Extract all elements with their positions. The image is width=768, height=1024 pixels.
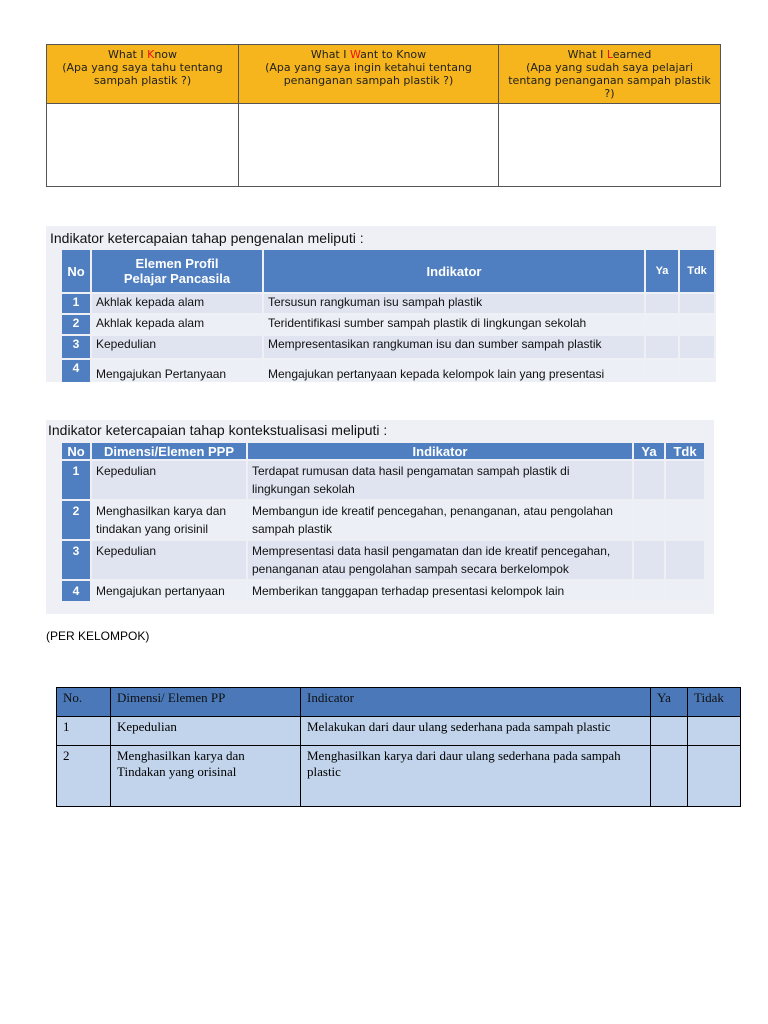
section2-header-row: [62, 443, 704, 459]
row-ya-cell[interactable]: [646, 360, 678, 382]
section2-header-dimensi: Dimensi/Elemen PPP: [92, 443, 246, 459]
section1-table: [60, 248, 716, 384]
section3-header-tidak: Tidak: [688, 688, 741, 717]
table-row: [62, 501, 704, 539]
row-tidak-cell[interactable]: [688, 717, 741, 746]
kwl-want-header: What I Want to Know (Apa yang saya ingin ketahui tentang penanganan sampah plastik ?): [239, 45, 499, 104]
table-row: [62, 294, 714, 313]
row-tdk-cell[interactable]: [680, 294, 714, 313]
row-indikator: Terdapat rumusan data hasil pengamatan sampah plastik di lingkungan sekolah: [248, 461, 632, 499]
kwl-know-cell[interactable]: [47, 104, 239, 187]
row-dimensi: Mengajukan pertanyaan: [92, 581, 246, 601]
section3-header-dimensi: Dimensi/ Elemen PP: [111, 688, 301, 717]
row-tdk-cell[interactable]: [666, 461, 704, 499]
row-ya-cell[interactable]: [634, 461, 664, 499]
table-row: [62, 581, 704, 601]
row-indikator: Mempresentasi data hasil pengamatan dan ide kreatif pencegahan, penanganan atau pengolahan sampah secara berkelompok: [248, 541, 632, 579]
section2-panel: [46, 420, 714, 614]
row-number: 2: [62, 501, 90, 539]
row-ya-cell[interactable]: [646, 336, 678, 358]
table-row: [62, 461, 704, 499]
section2-header-no: No: [62, 443, 90, 459]
row-elemen: Kepedulian: [92, 336, 262, 358]
section1-header-row: [62, 250, 714, 292]
table-row: [62, 360, 714, 382]
row-ya-cell[interactable]: [651, 717, 688, 746]
row-tdk-cell[interactable]: [680, 360, 714, 382]
kwl-answer-row: [47, 104, 721, 187]
section1-heading: Indikator ketercapaian tahap pengenalan meliputi :: [50, 230, 364, 246]
row-number: 1: [62, 461, 90, 499]
section3-header-no: No.: [57, 688, 111, 717]
row-number: 2: [57, 746, 111, 807]
row-dimensi: Menghasilkan karya dan tindakan yang orisinil: [92, 501, 246, 539]
section2-table: [60, 441, 706, 603]
row-elemen: Akhlak kepada alam: [92, 294, 262, 313]
row-number: 3: [62, 541, 90, 579]
row-number: 1: [62, 294, 90, 313]
row-ya-cell[interactable]: [634, 501, 664, 539]
section1-header-indikator: Indikator: [264, 250, 644, 292]
row-number: 3: [62, 336, 90, 358]
row-tdk-cell[interactable]: [666, 541, 704, 579]
row-ya-cell[interactable]: [651, 746, 688, 807]
row-number: 1: [57, 717, 111, 746]
row-tdk-cell[interactable]: [666, 501, 704, 539]
row-elemen: Mengajukan Pertanyaan: [92, 360, 262, 382]
row-ya-cell[interactable]: [634, 581, 664, 601]
row-tidak-cell[interactable]: [688, 746, 741, 807]
kwl-want-question: (Apa yang saya ingin ketahui tentang penanganan sampah plastik ?): [265, 61, 472, 87]
section2-header-ya: Ya: [634, 443, 664, 459]
row-ya-cell[interactable]: [646, 294, 678, 313]
section3-header-row: [57, 688, 741, 717]
kwl-learned-question: (Apa yang sudah saya pelajari tentang penanganan sampah plastik ?): [508, 61, 711, 100]
section3-header-ya: Ya: [651, 688, 688, 717]
row-tdk-cell[interactable]: [680, 336, 714, 358]
section2-header-tdk: Tdk: [666, 443, 704, 459]
row-indikator: Membangun ide kreatif pencegahan, penanganan, atau pengolahan sampah plastik: [248, 501, 632, 539]
section3-header-indicator: Indicator: [301, 688, 651, 717]
section1-header-ya: Ya: [646, 250, 678, 292]
row-indikator: Mengajukan pertanyaan kepada kelompok lain yang presentasi: [264, 360, 644, 382]
kwl-learned-cell[interactable]: [499, 104, 721, 187]
row-indikator: Tersusun rangkuman isu sampah plastik: [264, 294, 644, 313]
row-dimensi: Kepedulian: [92, 541, 246, 579]
row-ya-cell[interactable]: [634, 541, 664, 579]
row-dimensi: Menghasilkan karya dan Tindakan yang orisinal: [111, 746, 301, 807]
row-dimensi: Kepedulian: [92, 461, 246, 499]
section2-header-indikator: Indikator: [248, 443, 632, 459]
row-number: 2: [62, 315, 90, 334]
section1-header-elemen: Elemen Profil Pelajar Pancasila: [92, 250, 262, 292]
row-dimensi: Kepedulian: [111, 717, 301, 746]
table-row: [62, 541, 704, 579]
section3-table: [56, 687, 741, 807]
row-ya-cell[interactable]: [646, 315, 678, 334]
row-tdk-cell[interactable]: [680, 315, 714, 334]
table-row: [57, 746, 741, 807]
row-indikator: Teridentifikasi sumber sampah plastik di lingkungan sekolah: [264, 315, 644, 334]
section1-header-no: No: [62, 250, 90, 292]
kwl-header-row: [47, 45, 721, 104]
table-row: [62, 315, 714, 334]
row-number: 4: [62, 360, 90, 382]
row-indicator: Menghasilkan karya dari daur ulang sederhana pada sampah plastic: [301, 746, 651, 807]
kwl-table: [46, 44, 721, 187]
kwl-know-header: What I Know (Apa yang saya tahu tentang sampah plastik ?): [47, 45, 239, 104]
section1-header-tdk: Tdk: [680, 250, 714, 292]
row-tdk-cell[interactable]: [666, 581, 704, 601]
section1-panel: [46, 226, 716, 382]
row-indikator: Memberikan tanggapan terhadap presentasi kelompok lain: [248, 581, 632, 601]
table-row: [62, 336, 714, 358]
kwl-want-cell[interactable]: [239, 104, 499, 187]
kwl-learned-header: What I Learned (Apa yang sudah saya pelajari tentang penanganan sampah plastik ?): [499, 45, 721, 104]
kwl-know-question: (Apa yang saya tahu tentang sampah plastik ?): [62, 61, 223, 87]
section2-heading: Indikator ketercapaian tahap kontekstualisasi meliputi :: [48, 422, 388, 438]
row-number: 4: [62, 581, 90, 601]
group-note: (PER KELOMPOK): [46, 629, 150, 643]
row-elemen: Akhlak kepada alam: [92, 315, 262, 334]
table-row: [57, 717, 741, 746]
row-indicator: Melakukan dari daur ulang sederhana pada sampah plastic: [301, 717, 651, 746]
row-indikator: Mempresentasikan rangkuman isu dan sumber sampah plastik: [264, 336, 644, 358]
